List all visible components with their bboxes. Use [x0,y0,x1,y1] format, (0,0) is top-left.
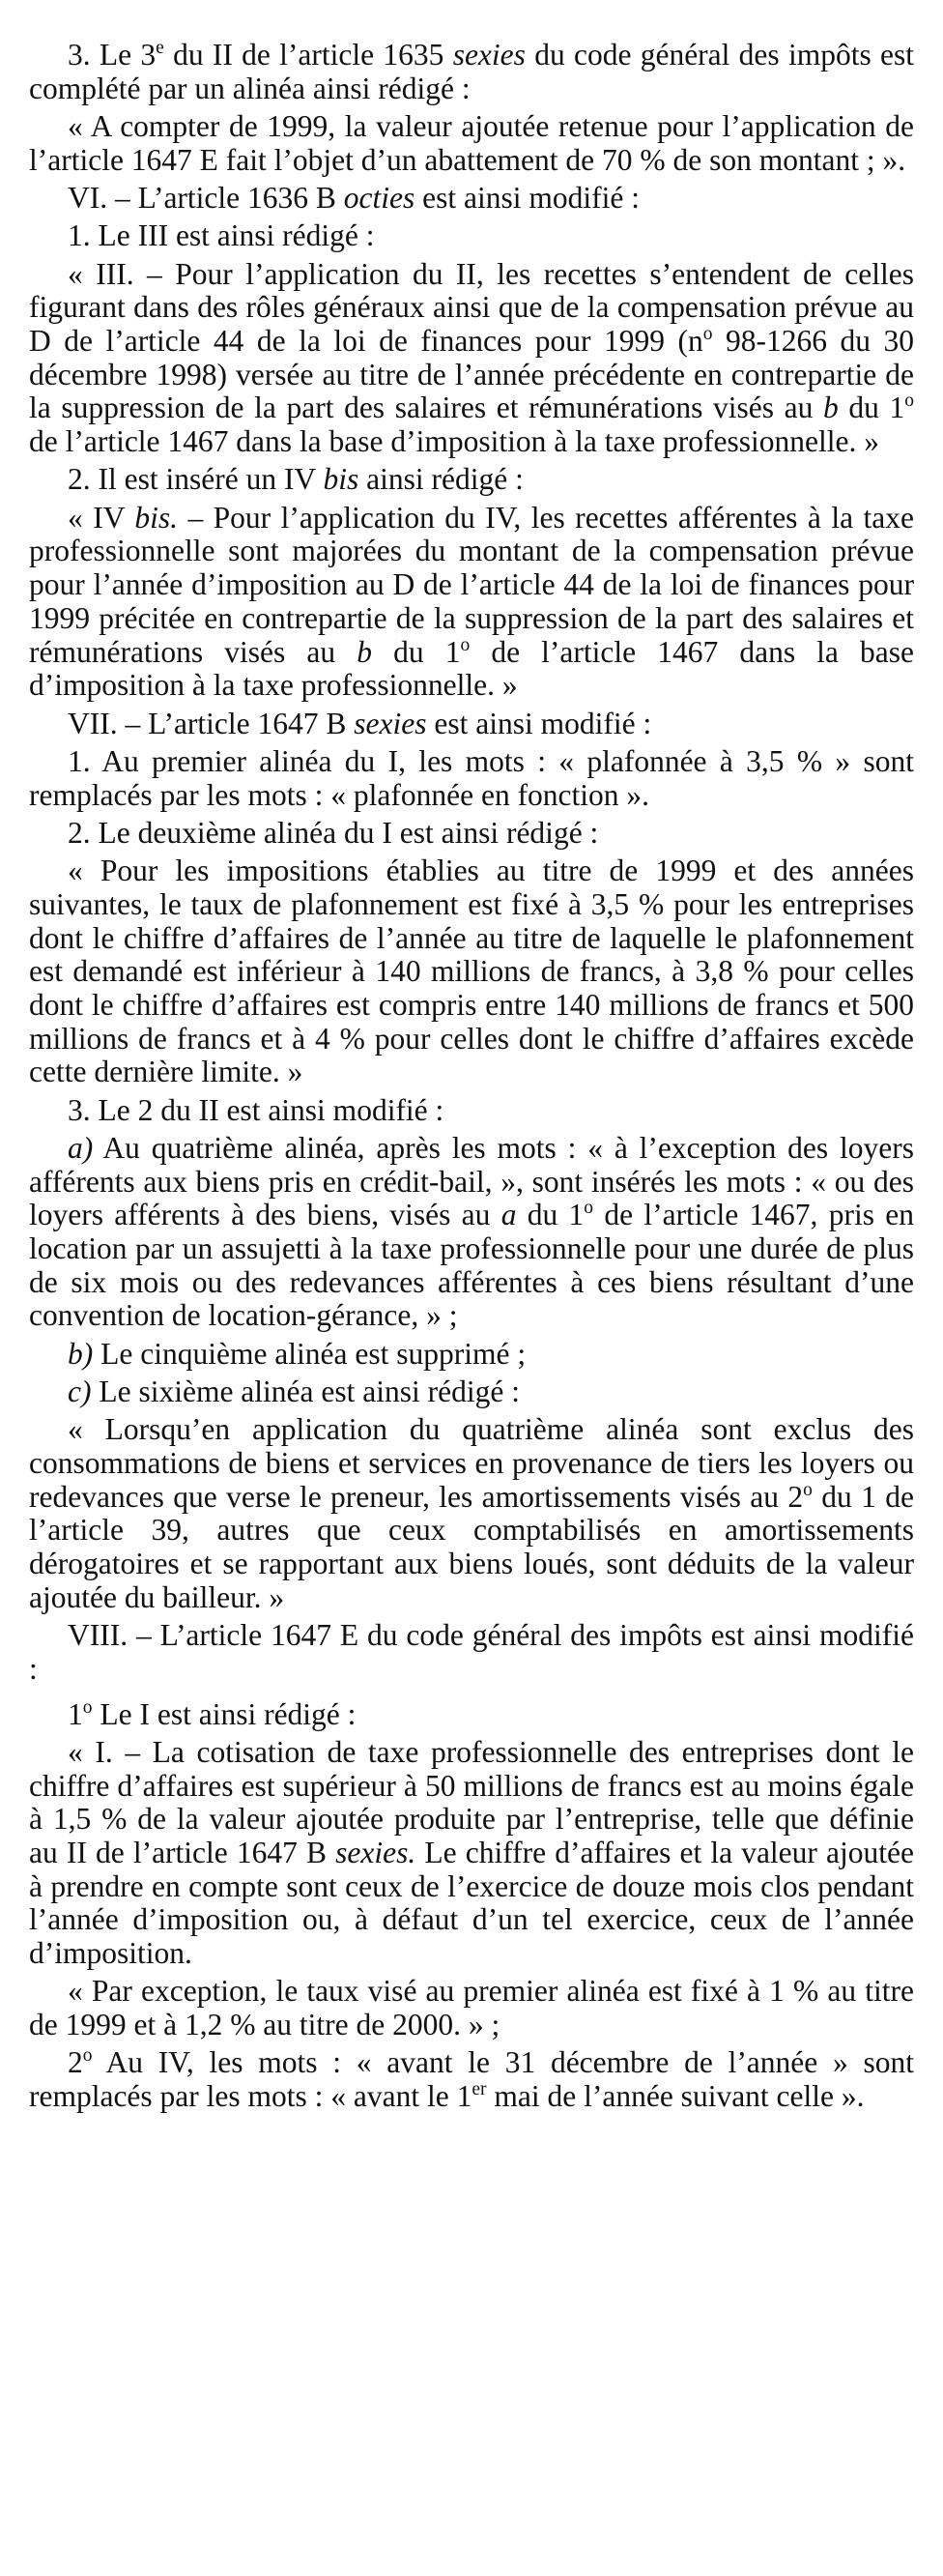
paragraph-item-a [29,1132,914,1333]
text-run: Le cinquième alinéa est supprimé ; [93,1336,527,1371]
italic-text: b) [68,1336,94,1371]
paragraph-quoted-abatement [29,110,914,177]
paragraph-vii-1 [29,745,914,812]
text-run: de l’article 1467 dans la base d’imposition à la taxe professionnelle. » [29,634,914,703]
italic-text: bis. [134,500,178,535]
italic-text: bis [323,462,359,497]
text-run: VI. – L’article 1636 B [68,181,344,215]
italic-text: a [500,1198,517,1232]
text-run: « Par exception, le taux visé au premier alinéa est fixé à 1 % au titre de 1999 et à 1,2 % au titre de 2000. » ; [29,1974,914,2042]
text-run: VII. – L’article 1647 B [68,706,355,740]
document-page [29,39,914,2118]
paragraph-vi-1 [29,219,914,253]
paragraph-item-b [29,1338,914,1372]
text-run: Le chiffre d’affaires et la valeur ajoutée à prendre en compte sont ceux de l’exercice de douze mois clos pendant l’année d’imposition ou, à défaut d’un tel exercice, ceux de l’année d’imposition. [29,1835,914,1971]
text-run: « III. – Pour l’application du II, les recettes s’entendent de celles figurant dans des rôles généraux ainsi que de la compensation prévue au D de l’article 44 de la loi de finances pour 1999 (n [29,256,914,358]
italic-text: c) [68,1375,92,1409]
superscript-text: o [702,323,713,344]
text-run: « Lorsqu’en application du quatrième alinéa sont exclus des consommations de biens et services en provenance de tiers les loyers ou redevances que verse le preneur, les amortissements visés au 2 [29,1412,914,1514]
text-run: Le sixième alinéa est ainsi rédigé : [91,1375,520,1409]
paragraph-quoted-iv-bis [29,502,914,703]
paragraph-vii-3 [29,1094,914,1128]
text-run: 1 [68,1696,83,1731]
superscript-text: o [904,391,914,412]
text-run: du II de l’article 1635 [163,38,453,72]
italic-text: b [822,391,839,425]
text-run: « A compter de 1999, la valeur ajoutée retenue pour l’application de l’article 1647 E fait l’objet d’un abattement de 70 % de son montant ; ». [29,109,914,177]
paragraph-vi-2 [29,463,914,497]
text-run: 2. Il est inséré un IV [68,462,324,497]
paragraph-vii-2 [29,817,914,851]
italic-text: b [357,634,372,669]
text-run: est ainsi modifié : [426,706,652,740]
text-run: « Pour les impositions établies au titre de 1999 et des années suivantes, le taux de plafonnement est fixé à 3,5 % pour les entreprises dont le chiffre d’affaires de l’année au titre de laquelle le plafonnement est demandé est inférieur à 140 millions de francs, à 3,8 % pour celles dont le chiffre d’affaires est compris entre 140 millions de francs et 500 millions de francs et à 4 % pour celles dont le chiffre d’affaires excède cette dernière limite. » [29,854,914,1089]
paragraph-quoted-iii [29,258,914,459]
text-run: du 1 [838,391,905,425]
text-run: Au IV, les mots : « avant le 31 décembre de l’année » sont remplacés par les mots : « avant le 1 [29,2045,914,2114]
paragraph-3-amendment [29,39,914,105]
italic-text: sexies [452,38,526,72]
paragraph-quoted-rates [29,854,914,1089]
text-run: du 1 de l’article 39, autres que ceux comptabilisés en amortissements dérogatoires et se rapportant aux biens loués, sont déduits de la valeur ajoutée du bailleur. » [29,1479,915,1614]
italic-text: a) [68,1130,94,1165]
superscript-text: o [460,634,471,655]
text-run: 1. Au premier alinéa du I, les mots : « plafonnée à 3,5 % » sont remplacés par les mots : « plafonnée en fonction ». [29,743,914,812]
paragraph-item-c [29,1375,914,1409]
text-run: 2 [68,2045,83,2080]
paragraph-quoted-amortissements [29,1413,914,1614]
italic-text: octies [343,181,415,215]
paragraph-viii-2 [29,2046,914,2113]
italic-text: sexies. [335,1835,416,1869]
text-run: 98-1266 du 30 décembre 1998) versée au titre de l’année précédente en contrepartie de la suppression de la part des salaires et rémunérations visés au [29,324,914,425]
text-run: 1. Le III est ainsi rédigé : [68,218,375,253]
section-heading-vi [29,182,914,216]
text-run: VIII. – L’article 1647 E du code général des impôts est ainsi modifié : [29,1618,914,1686]
superscript-text: o [803,1479,813,1500]
text-run: – Pour l’application du IV, les recettes afférentes à la taxe professionnelle sont majorées du montant de la compensation prévue pour l’année d’imposition au D de l’article 44 de la loi de finances pour 1999 précitée en contrepartie de la suppression de la part des salaires et rémunérations visés au [29,500,914,669]
text-run: 3. Le 3 [68,38,157,72]
text-run: Au quatrième alinéa, après les mots : « à l’exception des loyers afférents aux biens pris en crédit-bail, », sont insérés les mots : « ou des loyers afférents à des biens, visés au [29,1130,914,1232]
text-run: mai de l’année suivant celle ». [486,2079,865,2114]
text-run: est ainsi modifié : [414,181,640,215]
section-heading-vii [29,708,914,741]
section-heading-viii [29,1619,914,1686]
text-run: « IV [68,500,135,535]
text-run: du 1 [516,1198,585,1232]
italic-text: sexies [354,706,427,740]
text-run: de l’article 1467 dans la base d’imposition à la taxe professionnelle. » [29,424,879,459]
text-run: du code général des impôts est complété par un alinéa ainsi rédigé : [29,38,914,105]
paragraph-quoted-i-cotisation [29,1736,914,1971]
superscript-text: e [156,37,164,58]
text-run: 3. Le 2 du II est ainsi modifié : [68,1092,444,1127]
text-run: « I. – La cotisation de taxe professionnelle des entreprises dont le chiffre d’affaires est supérieur à 50 millions de francs est au moins égale à 1,5 % de la valeur ajoutée produite par l’entreprise, telle que définie au II de l’article 1647 B [29,1734,914,1869]
superscript-text: o [82,2045,93,2067]
text-run: 2. Le deuxième alinéa du I est ainsi rédigé : [68,815,599,850]
paragraph-viii-1 [29,1698,914,1732]
superscript-text: o [82,1696,93,1718]
text-run: ainsi rédigé : [358,462,524,497]
text-run: du 1 [372,634,461,669]
text-run: Le I est ainsi rédigé : [92,1696,357,1731]
text-run: de l’article 1467, pris en location par un assujetti à la taxe professionnelle pour une durée de plus de six mois ou des redevances afférentes à ces biens résultant d’une convention de location-gérance, » ; [29,1198,914,1333]
superscript-text: o [584,1198,594,1219]
paragraph-quoted-exception [29,1975,914,2041]
superscript-text: er [472,2078,487,2099]
